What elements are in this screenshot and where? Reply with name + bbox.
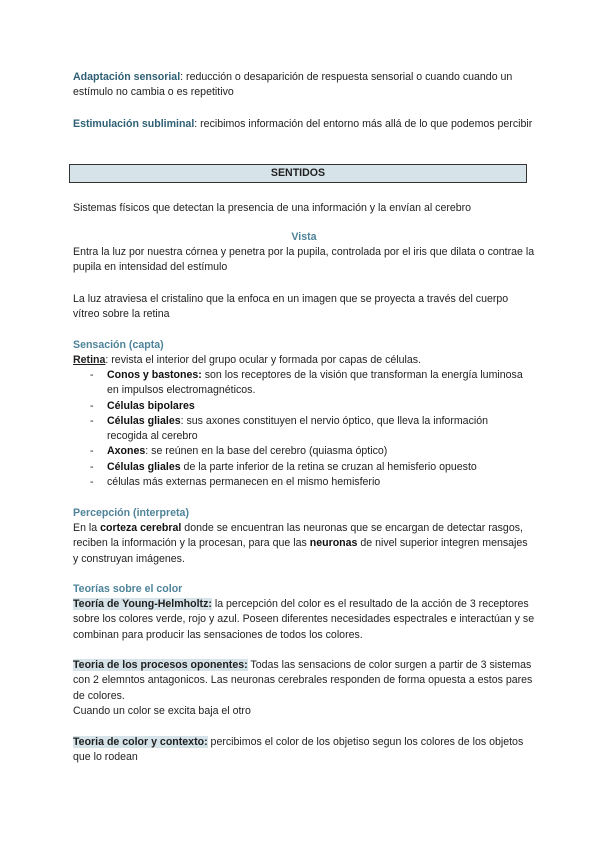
adaptacion-text: : reducción o desaparición de respuesta sensorial o cuando cuando un estímulo no cambia o es repetitivo xyxy=(73,71,513,99)
young-text: la percepción del color es el resultado de la acción de 3 receptores sobre los colores verde, rojo y azul. Poseen diferentes necesidades espectrales e interactúan y se combinan para producir las sensaciones de todos los colores. xyxy=(73,598,535,641)
item-bold: Conos y bastones: xyxy=(107,369,202,381)
item-bold: Células gliales xyxy=(107,460,181,473)
sentidos-intro: Sistemas físicos que detectan la presencia de una información y la envían al cerebro xyxy=(73,202,472,214)
adaptacion-term: Adaptación sensorial xyxy=(73,71,181,83)
oponentes-text: Todas las sensacions de color surgen a partir de 3 sistemas con 2 elemntos antagonicos. Las neuronas cerebrales responden de forma opuesta a estos pares de colores. xyxy=(73,659,533,702)
teorias-heading: Teorías sobre el color xyxy=(73,583,183,595)
young-term: Teoría de Young-Helmholtz: xyxy=(73,598,212,610)
retina-text: : revista el interior del grupo ocular y formada por capas de células. xyxy=(105,354,422,366)
item-text: son los receptores de la visión que transforman la energía luminosa en impulsos electromagnéticos. xyxy=(107,369,523,397)
item-bold: Células bipolares xyxy=(107,399,195,412)
percepcion-heading: Percepción (interpreta) xyxy=(73,507,189,519)
estimulacion-paragraph xyxy=(73,117,535,132)
list-item xyxy=(90,475,530,490)
young-paragraph xyxy=(73,597,535,643)
list-item xyxy=(90,368,530,399)
item-text: : se reúnen en la base del cerebro (quiasma óptico) xyxy=(145,445,388,458)
vista-paragraph-2: La luz atraviesa el cristalino que la enfoca en un imagen que se proyecta a través del cuerpo vítreo sobre la retina xyxy=(73,293,509,321)
percepcion-text-3: de nivel superior integren mensajes y construyan imágenes. xyxy=(73,537,528,565)
contexto-paragraph xyxy=(73,735,535,766)
percepcion-text-2: donde se encuentran las neuronas que se encargan de detectar rasgos, reciben la información y la procesan, para que las xyxy=(73,522,523,550)
item-text: células más externas permanecen en el mismo hemisferio xyxy=(107,476,381,489)
sensacion-heading: Sensación (capta) xyxy=(73,339,164,351)
retina-paragraph xyxy=(73,353,535,368)
vista-paragraph-1: Entra la luz por nuestra córnea y penetra por la pupila, controlada por el iris que dilata o contrae la pupila en intensidad del estímulo xyxy=(73,246,535,274)
retina-term: Retina xyxy=(73,354,106,366)
list-item xyxy=(90,399,530,414)
contexto-term: Teoria de color y contexto: xyxy=(73,736,208,748)
percepcion-text-1: En la xyxy=(73,522,101,534)
item-bold: Células gliales xyxy=(107,414,181,427)
list-item xyxy=(90,460,530,475)
oponentes-term: Teoria de los procesos oponentes: xyxy=(73,659,248,671)
oponentes-paragraph xyxy=(73,658,535,719)
sensacion-list xyxy=(90,368,530,490)
item-text: : sus axones constituyen el nervio óptico, que lleva la información recogida al cerebro xyxy=(107,414,488,443)
oponentes-line-2: Cuando un color se excita baja el otro xyxy=(73,704,251,717)
vista-heading: Vista xyxy=(291,231,317,243)
estimulacion-text: : recibimos información del entorno más allá de lo que podemos percibir xyxy=(194,118,533,130)
list-item xyxy=(90,414,530,445)
percepcion-paragraph xyxy=(73,521,535,567)
percepcion-bold-2: neuronas xyxy=(309,537,358,550)
contexto-text: percibimos el color de los objetiso segun los colores de los objetos que lo rodean xyxy=(73,736,524,764)
list-item xyxy=(90,444,530,459)
item-text: de la parte inferior de la retina se cruzan al hemisferio opuesto xyxy=(180,460,477,473)
item-bold: Axones xyxy=(107,445,146,458)
adaptacion-paragraph xyxy=(73,70,535,101)
section-band-sentidos: SENTIDOS xyxy=(69,164,527,183)
estimulacion-term: Estimulación subliminal xyxy=(73,118,195,130)
percepcion-bold-1: corteza cerebral xyxy=(100,522,182,534)
